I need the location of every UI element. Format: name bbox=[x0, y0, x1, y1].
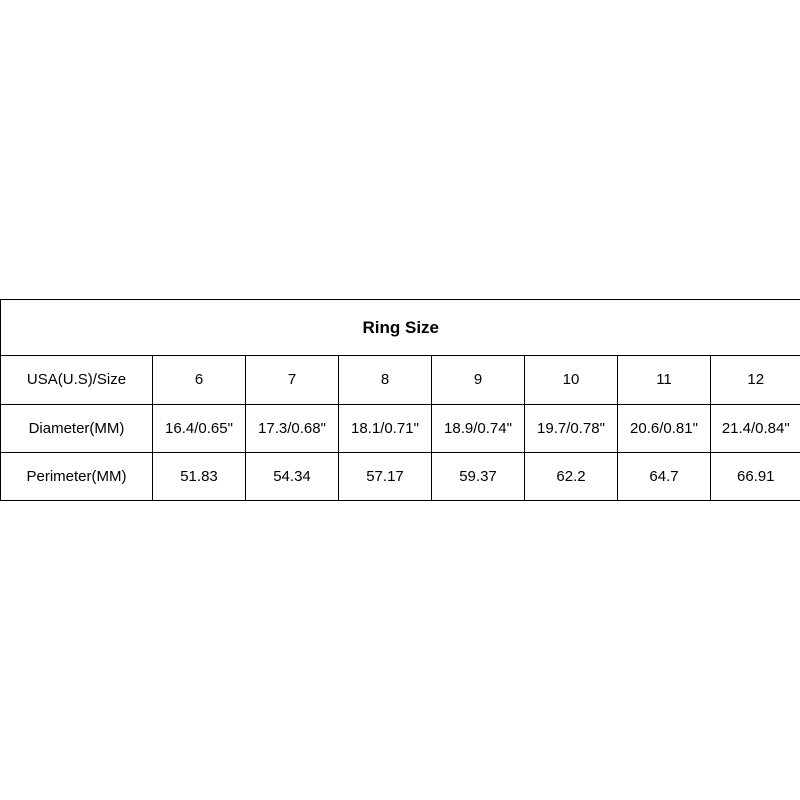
table-cell: 20.6/0.81" bbox=[618, 404, 711, 452]
table-cell: 16.4/0.65" bbox=[153, 404, 246, 452]
table-cell: 7 bbox=[246, 356, 339, 404]
row-label-usa-size: USA(U.S)/Size bbox=[1, 356, 153, 404]
perimeter-row bbox=[1, 452, 800, 500]
table-cell: 19.7/0.78" bbox=[525, 404, 618, 452]
table-cell: 51.83 bbox=[153, 452, 246, 500]
table-cell: 18.9/0.74" bbox=[432, 404, 525, 452]
row-label-perimeter: Perimeter(MM) bbox=[1, 452, 153, 500]
table-cell: 10 bbox=[525, 356, 618, 404]
table-cell: 62.2 bbox=[525, 452, 618, 500]
table-title: Ring Size bbox=[1, 300, 800, 356]
table-cell: 66.91 bbox=[711, 452, 800, 500]
table-cell: 9 bbox=[432, 356, 525, 404]
table-cell: 17.3/0.68" bbox=[246, 404, 339, 452]
table-cell: 57.17 bbox=[339, 452, 432, 500]
table-cell: 12 bbox=[711, 356, 800, 404]
row-label-diameter: Diameter(MM) bbox=[1, 404, 153, 452]
table-cell: 6 bbox=[153, 356, 246, 404]
usa-size-row bbox=[1, 356, 800, 404]
diameter-row bbox=[1, 404, 800, 452]
table-cell: 21.4/0.84" bbox=[711, 404, 800, 452]
table-cell: 54.34 bbox=[246, 452, 339, 500]
table-cell: 18.1/0.71" bbox=[339, 404, 432, 452]
table-cell: 8 bbox=[339, 356, 432, 404]
table-cell: 59.37 bbox=[432, 452, 525, 500]
table-cell: 64.7 bbox=[618, 452, 711, 500]
table-title-row bbox=[1, 300, 800, 356]
table-cell: 11 bbox=[618, 356, 711, 404]
ring-size-table bbox=[0, 299, 800, 501]
